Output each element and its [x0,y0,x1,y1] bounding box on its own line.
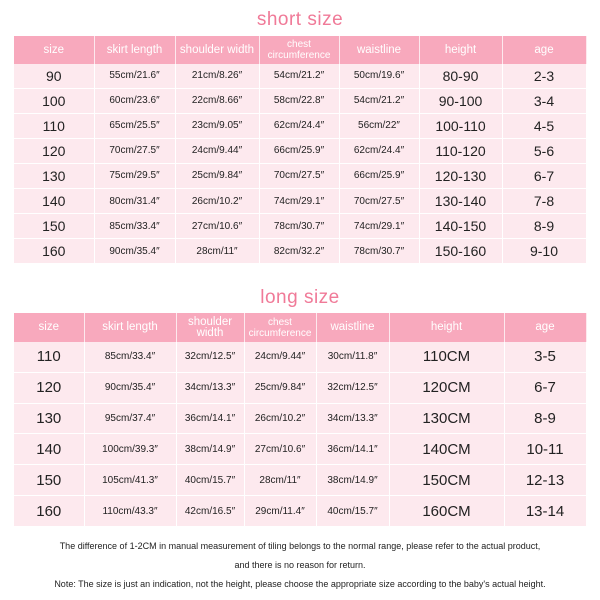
cell-shoulder-width: 21cm/8.26″ [175,64,259,88]
cell-waistline: 32cm/12.5″ [316,372,389,403]
header-shoulder-width: shoulder width [176,313,244,342]
cell-waistline: 78cm/30.7″ [339,239,419,263]
cell-height: 150-160 [419,239,502,263]
cell-shoulder-width: 23cm/9.05″ [175,113,259,138]
cell-waistline: 36cm/14.1″ [316,434,389,465]
cell-skirt-length: 105cm/41.3″ [84,465,176,496]
table-row [14,372,586,403]
cell-chest: 27cm/10.6″ [244,434,316,465]
table-row [14,434,586,465]
cell-height: 100-110 [419,113,502,138]
cell-height: 140-150 [419,214,502,239]
cell-shoulder-width: 36cm/14.1″ [176,403,244,434]
cell-height: 140CM [389,434,504,465]
cell-height: 160CM [389,496,504,526]
cell-shoulder-width: 34cm/13.3″ [176,372,244,403]
table-row [14,88,586,113]
table-row [14,342,586,372]
cell-shoulder-width: 40cm/15.7″ [176,465,244,496]
header-height: height [389,313,504,342]
cell-skirt-length: 75cm/29.5″ [94,163,175,188]
header-chest-circumference: chest circumference [259,36,339,64]
cell-size: 140 [14,189,94,214]
table-header-row [14,36,586,64]
table-header-row [14,313,586,342]
cell-size: 150 [14,214,94,239]
cell-shoulder-width: 28cm/11″ [175,239,259,263]
cell-chest: 70cm/27.5″ [259,163,339,188]
cell-age: 4-5 [502,113,586,138]
cell-chest: 74cm/29.1″ [259,189,339,214]
cell-age: 6-7 [504,372,586,403]
cell-waistline: 62cm/24.4″ [339,138,419,163]
cell-size: 120 [14,372,84,403]
cell-chest: 25cm/9.84″ [244,372,316,403]
cell-size: 130 [14,163,94,188]
cell-skirt-length: 90cm/35.4″ [94,239,175,263]
cell-shoulder-width: 42cm/16.5″ [176,496,244,526]
cell-age: 13-14 [504,496,586,526]
cell-size: 160 [14,496,84,526]
cell-age: 10-11 [504,434,586,465]
cell-waistline: 66cm/25.9″ [339,163,419,188]
cell-shoulder-width: 32cm/12.5″ [176,342,244,372]
long-size-table [14,313,586,526]
cell-skirt-length: 85cm/33.4″ [84,342,176,372]
cell-waistline: 54cm/21.2″ [339,88,419,113]
cell-waistline: 74cm/29.1″ [339,214,419,239]
cell-waistline: 34cm/13.3″ [316,403,389,434]
cell-skirt-length: 60cm/23.6″ [94,88,175,113]
cell-height: 130CM [389,403,504,434]
cell-waistline: 70cm/27.5″ [339,189,419,214]
cell-waistline: 50cm/19.6″ [339,64,419,88]
cell-size: 150 [14,465,84,496]
cell-chest: 62cm/24.4″ [259,113,339,138]
table-row [14,138,586,163]
cell-chest: 78cm/30.7″ [259,214,339,239]
cell-height: 110-120 [419,138,502,163]
cell-waistline: 38cm/14.9″ [316,465,389,496]
cell-skirt-length: 65cm/25.5″ [94,113,175,138]
cell-waistline: 30cm/11.8″ [316,342,389,372]
header-waistline: waistline [339,36,419,64]
cell-size: 100 [14,88,94,113]
cell-skirt-length: 90cm/35.4″ [84,372,176,403]
cell-shoulder-width: 22cm/8.66″ [175,88,259,113]
cell-age: 3-4 [502,88,586,113]
size-indication-note: Note: The size is just an indication, not the height, please choose the appropriate size according to the baby's actual height. [54,579,546,589]
short-size-title: short size [256,9,344,30]
table-row [14,403,586,434]
header-skirt-length: skirt length [84,313,176,342]
cell-age: 2-3 [502,64,586,88]
cell-chest: 28cm/11″ [244,465,316,496]
cell-size: 110 [14,342,84,372]
cell-waistline: 56cm/22″ [339,113,419,138]
table-row [14,496,586,526]
cell-size: 120 [14,138,94,163]
cell-age: 8-9 [502,214,586,239]
long-size-title: long size [260,287,340,308]
header-size: size [14,313,84,342]
cell-age: 6-7 [502,163,586,188]
cell-waistline: 40cm/15.7″ [316,496,389,526]
table-row [14,214,586,239]
cell-skirt-length: 110cm/43.3″ [84,496,176,526]
header-shoulder-width: shoulder width [175,36,259,64]
table-row [14,163,586,188]
cell-skirt-length: 85cm/33.4″ [94,214,175,239]
cell-chest: 66cm/25.9″ [259,138,339,163]
header-height: height [419,36,502,64]
table-row [14,189,586,214]
header-age: age [502,36,586,64]
header-chest-circumference: chest circumference [244,313,316,342]
cell-height: 110CM [389,342,504,372]
cell-height: 150CM [389,465,504,496]
cell-shoulder-width: 26cm/10.2″ [175,189,259,214]
header-skirt-length: skirt length [94,36,175,64]
cell-height: 120-130 [419,163,502,188]
header-waistline: waistline [316,313,389,342]
cell-size: 140 [14,434,84,465]
header-age: age [504,313,586,342]
cell-size: 90 [14,64,94,88]
cell-chest: 26cm/10.2″ [244,403,316,434]
cell-shoulder-width: 25cm/9.84″ [175,163,259,188]
cell-age: 8-9 [504,403,586,434]
cell-skirt-length: 70cm/27.5″ [94,138,175,163]
table-row [14,113,586,138]
measurement-note: The difference of 1-2CM in manual measurement of tiling belongs to the normal range, please refer to the actual product, [59,541,541,551]
cell-shoulder-width: 24cm/9.44″ [175,138,259,163]
cell-height: 120CM [389,372,504,403]
cell-chest: 29cm/11.4″ [244,496,316,526]
cell-age: 5-6 [502,138,586,163]
cell-skirt-length: 80cm/31.4″ [94,189,175,214]
cell-age: 7-8 [502,189,586,214]
cell-age: 3-5 [504,342,586,372]
return-note: and there is no reason for return. [234,560,366,570]
cell-chest: 82cm/32.2″ [259,239,339,263]
cell-size: 130 [14,403,84,434]
table-row [14,239,586,263]
cell-size: 160 [14,239,94,263]
cell-shoulder-width: 27cm/10.6″ [175,214,259,239]
short-size-table [14,36,586,263]
cell-skirt-length: 95cm/37.4″ [84,403,176,434]
table-row [14,465,586,496]
cell-skirt-length: 100cm/39.3″ [84,434,176,465]
cell-height: 90-100 [419,88,502,113]
cell-size: 110 [14,113,94,138]
cell-chest: 24cm/9.44″ [244,342,316,372]
cell-shoulder-width: 38cm/14.9″ [176,434,244,465]
cell-chest: 54cm/21.2″ [259,64,339,88]
cell-height: 130-140 [419,189,502,214]
table-row [14,64,586,88]
cell-height: 80-90 [419,64,502,88]
cell-age: 9-10 [502,239,586,263]
cell-age: 12-13 [504,465,586,496]
cell-skirt-length: 55cm/21.6″ [94,64,175,88]
header-size: size [14,36,94,64]
cell-chest: 58cm/22.8″ [259,88,339,113]
